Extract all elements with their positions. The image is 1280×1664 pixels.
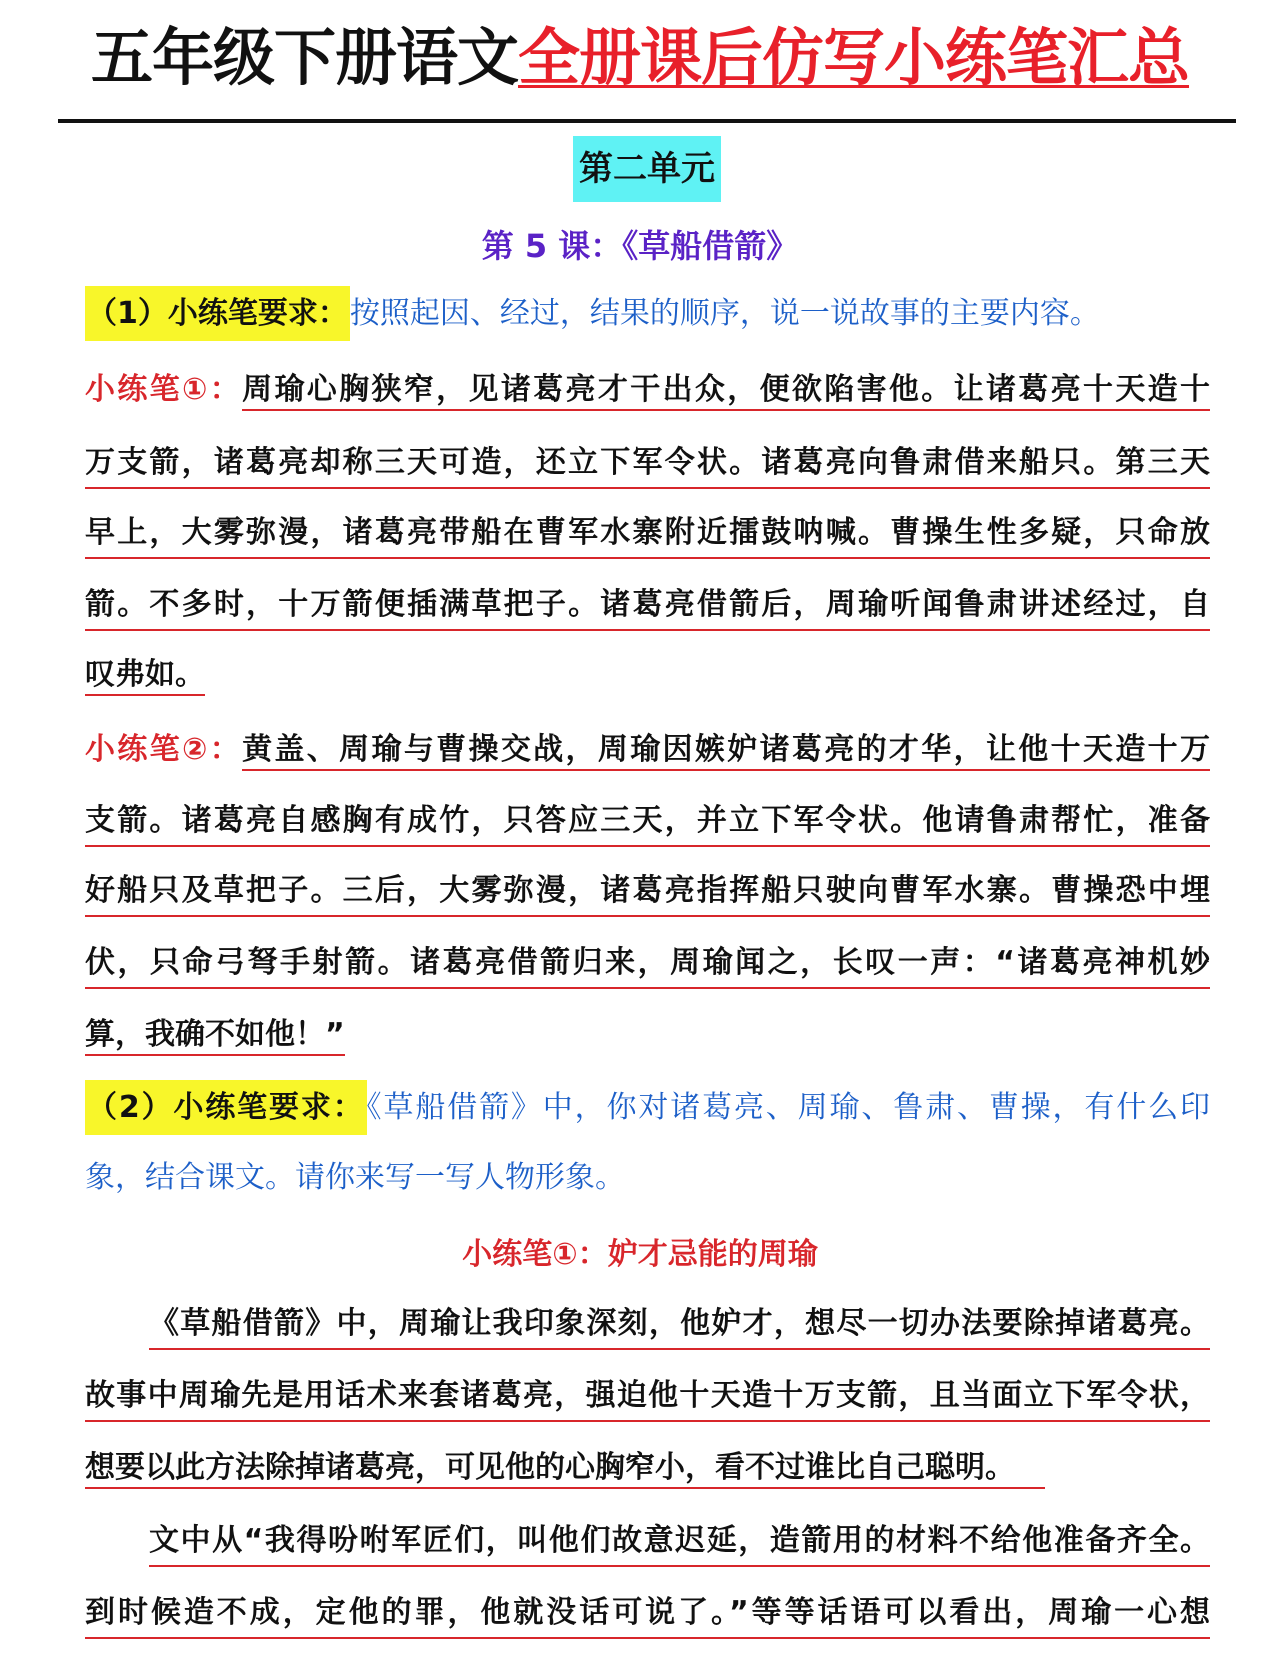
text-line: 黄盖、周瑜与曹操交战，周瑜因嫉妒诸葛亮的才华，让他十天造十万 <box>242 732 1210 771</box>
exercise-label: 小练笔②： <box>85 732 243 767</box>
title-red: 全册课后仿写小练笔汇总 <box>518 21 1190 94</box>
essay-line: 《草船借箭》中，周瑜让我印象深刻，他妒才，想尽一切办法要除掉诸葛亮。 <box>149 1302 1210 1350</box>
requirement-text: 按照起因、经过，结果的顺序，说一说故事的主要内容。 <box>349 296 1100 331</box>
exercise-2-line: 支箭。诸葛亮自感胸有成竹，只答应三天，并立下军令状。他请鲁肃帮忙，准备 <box>85 799 1210 847</box>
title-black: 五年级下册语文 <box>90 21 518 94</box>
text-line: 周瑜心胸狭窄，见诸葛亮才干出众，便欲陷害他。让诸葛亮十天造十 <box>242 372 1210 411</box>
exercise-label: 小练笔①： <box>85 372 243 407</box>
essay-line: 文中从“我得吩咐军匠们，叫他们故意迟延，造箭用的材料不给他准备齐全。 <box>149 1519 1210 1567</box>
requirement-text: 象，结合课文。请你来写一写人物形象。 <box>85 1160 625 1195</box>
exercise-1-line: 早上，大雾弥漫，诸葛亮带船在曹军水寨附近擂鼓呐喊。曹操生性多疑，只命放 <box>85 511 1210 559</box>
exercise-1-line <box>85 653 1210 697</box>
requirement-label: （1）小练笔要求： <box>85 286 350 341</box>
text-line: 想要以此方法除掉诸葛亮，可见他的心胸窄小，看不过谁比自己聪明。 <box>85 1450 1045 1489</box>
exercise-1-line: 箭。不多时，十万箭便插满草把子。诸葛亮借箭后，周瑜听闻鲁肃讲述经过，自 <box>85 583 1210 631</box>
essay-line: 到时候造不成，定他的罪，他就没话可说了。”等等话语可以看出，周瑜一心想 <box>85 1591 1210 1639</box>
title-divider <box>58 119 1236 123</box>
requirement-1 <box>85 292 1210 336</box>
document-title <box>0 18 1280 98</box>
essay-heading: 小练笔①：妒才忌能的周瑜 <box>462 1237 818 1272</box>
unit-heading: 第二单元 <box>573 136 721 202</box>
lesson-title: 第 5 课：《草船借箭》 <box>481 227 799 265</box>
essay-line <box>85 1446 1210 1490</box>
exercise-2-line <box>85 1013 1210 1057</box>
exercise-1-line: 万支箭，诸葛亮却称三天可造，还立下军令状。诸葛亮向鲁肃借来船只。第三天 <box>85 441 1210 489</box>
text-line: 叹弗如。 <box>85 657 205 696</box>
requirement-2 <box>85 1086 1210 1130</box>
text-line: 算，我确不如他！” <box>85 1017 345 1056</box>
requirement-label: （2）小练笔要求： <box>85 1080 367 1135</box>
exercise-2-line <box>85 728 1210 772</box>
exercise-1-line <box>85 368 1210 412</box>
essay-line: 故事中周瑜先是用话术来套诸葛亮，强迫他十天造十万支箭，且当面立下军令状， <box>85 1374 1210 1422</box>
exercise-2-line: 好船只及草把子。三后，大雾弥漫，诸葛亮指挥船只驶向曹军水寨。曹操恐中埋 <box>85 869 1210 917</box>
requirement-text: 《草船借箭》中，你对诸葛亮、周瑜、鲁肃、曹操，有什么印 <box>366 1090 1211 1125</box>
exercise-2-line: 伏，只命弓弩手射箭。诸葛亮借箭归来，周瑜闻之，长叹一声：“诸葛亮神机妙 <box>85 941 1210 989</box>
